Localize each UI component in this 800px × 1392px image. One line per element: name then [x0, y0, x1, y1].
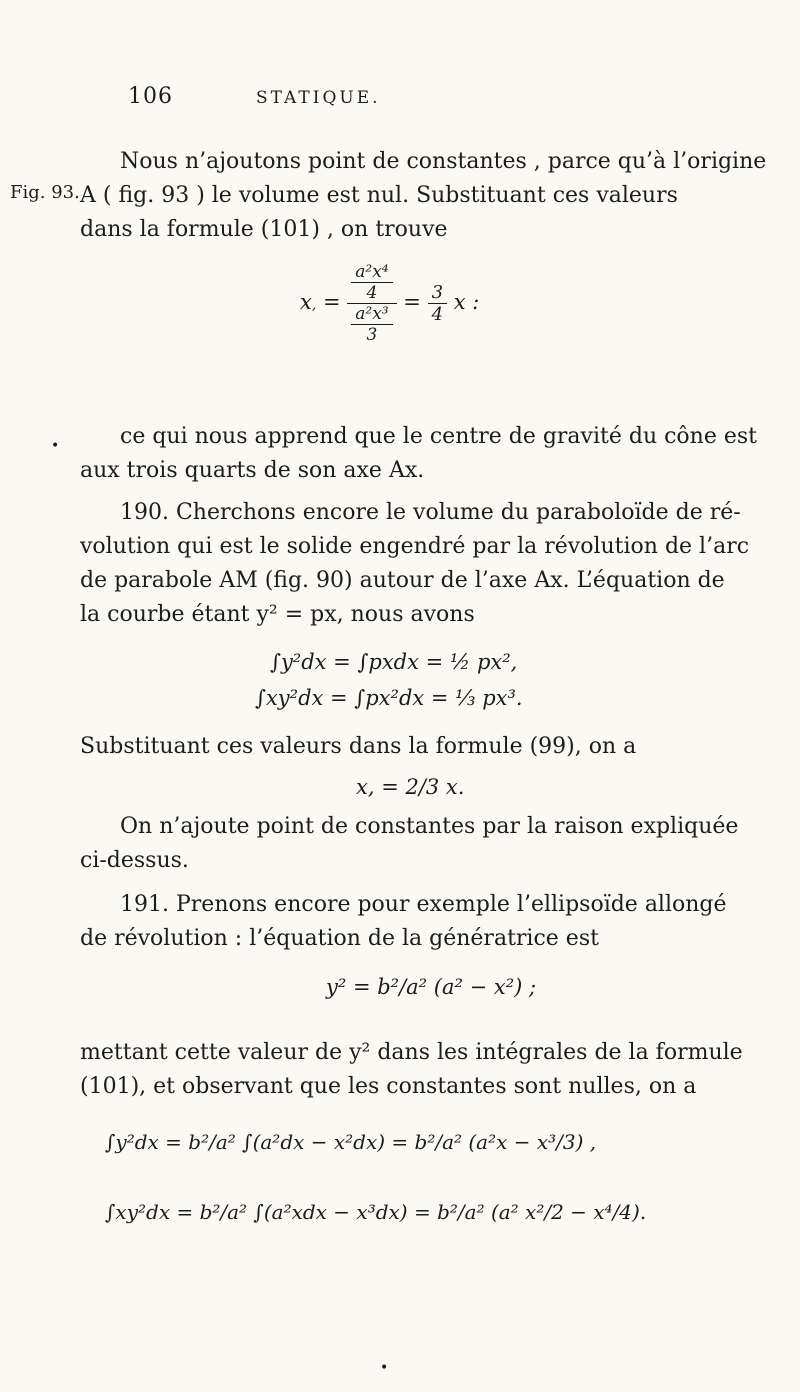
paragraph-1 — [80, 145, 770, 247]
text-line: aux trois quarts de son axe Ax. — [80, 458, 425, 483]
text-line: dans la formule (101) , on trouve — [80, 217, 448, 242]
equation-2a: ∫y²dx = ∫pxdx = ½ px², — [270, 650, 518, 674]
text-line: de parabole AM (fig. 90) autour de l’axe Ax. L’équation de — [80, 568, 725, 593]
equation-3: x, = 2/3 x. — [356, 775, 465, 799]
paragraph-7 — [80, 1036, 770, 1104]
equation-5b: ∫xy²dx = b²/a² ∫(a²xdx − x³dx) = b²/a² (a² x²/2 − x⁴/4). — [105, 1200, 647, 1224]
text-line: 191. Prenons encore pour exemple l’ellipsoïde allongé — [120, 892, 727, 917]
text-line: ce qui nous apprend que le centre de gravité du cône est — [120, 424, 758, 449]
equation-4: y² = b²/a² (a² − x²) ; — [326, 975, 537, 999]
text-line: On n’ajoute point de constantes par la raison expliquée — [120, 814, 739, 839]
text-line: de révolution : l’équation de la génératrice est — [80, 926, 599, 951]
text-line: 190. Cherchons encore le volume du paraboloïde de ré- — [120, 500, 741, 525]
equation-1: x, = $\frac{\frac{\text{a²x⁴}}{4}}{\frac{\text{a²x³}}{3}}$ = $\frac{3}{4}$ x : — [300, 262, 480, 345]
text-line: (101), et observant que les constantes sont nulles, on a — [80, 1074, 697, 1099]
page-header — [128, 84, 381, 109]
text-line: Nous n’ajoutons point de constantes , parce qu’à l’origine — [120, 149, 767, 174]
equation-2b: ∫xy²dx = ∫px²dx = ⅓ px³. — [255, 686, 523, 710]
text-line: ci-dessus. — [80, 848, 189, 873]
equation-5a: ∫y²dx = b²/a² ∫(a²dx − x²dx) = b²/a² (a²x − x³/3) , — [105, 1130, 597, 1154]
page-number: 106 — [128, 84, 173, 109]
margin-figure-note: Fig. 93. — [10, 182, 80, 203]
print-speck: • — [380, 1360, 389, 1376]
text-line: volution qui est le solide engendré par la révolution de l’arc — [80, 534, 750, 559]
paragraph-4 — [80, 730, 770, 764]
paragraph-2 — [80, 420, 770, 488]
text-line: la courbe étant y² = px, nous avons — [80, 602, 475, 627]
paragraph-5 — [80, 810, 770, 878]
paragraph-3 — [80, 496, 770, 632]
bullet-mark: • — [51, 438, 60, 454]
text-line: Substituant ces valeurs dans la formule (99), on a — [80, 734, 637, 759]
text-line: mettant cette valeur de y² dans les intégrales de la formule — [80, 1040, 743, 1065]
text-line: A ( fig. 93 ) le volume est nul. Substituant ces valeurs — [80, 183, 678, 208]
paragraph-6 — [80, 888, 770, 956]
running-title: STATIQUE. — [256, 88, 381, 108]
